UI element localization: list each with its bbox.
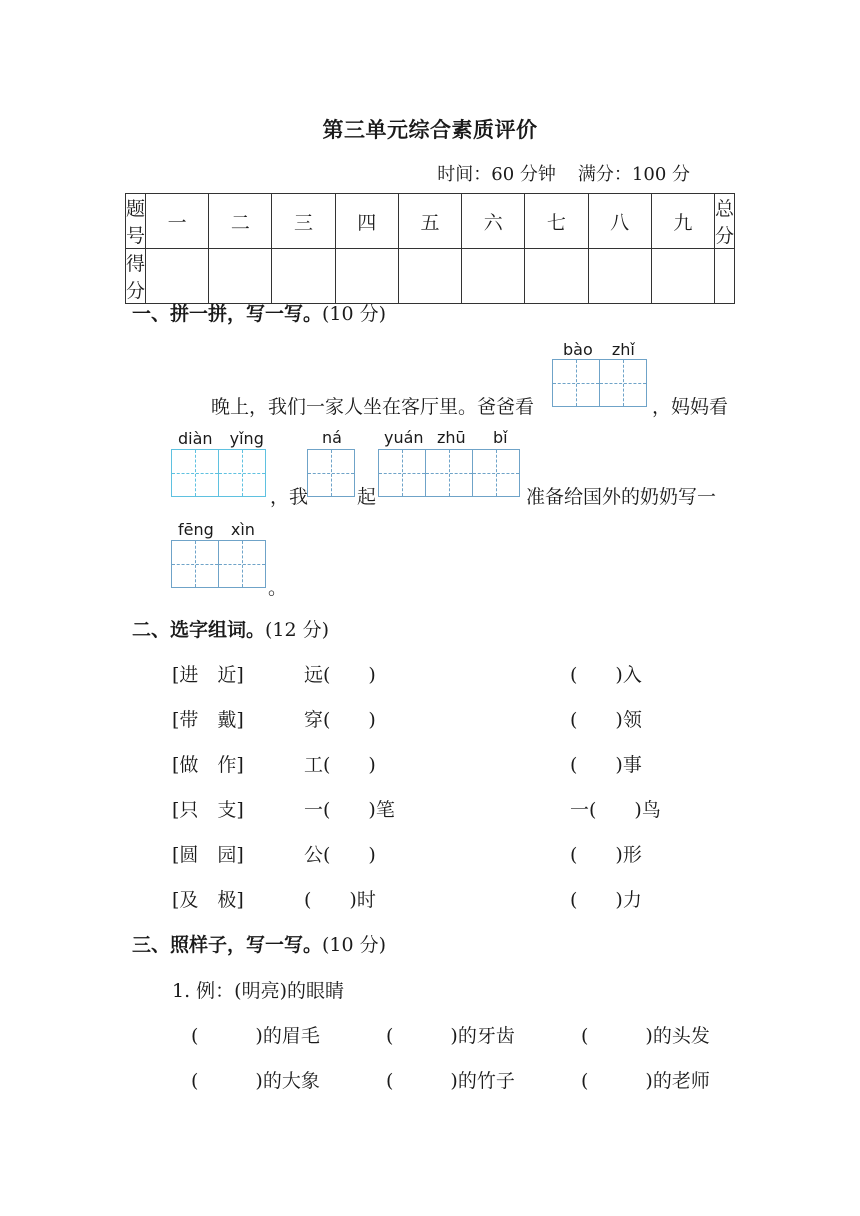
word-blank[interactable]: ( )时 <box>304 889 376 911</box>
word-blank[interactable]: 远( ) <box>304 664 376 686</box>
pair-label: [只 支] <box>172 799 244 821</box>
score-table-header-row <box>126 194 735 249</box>
example-line: 1. 例：(明亮)的眼睛 <box>172 980 344 1002</box>
header-cell: 九 <box>651 194 714 249</box>
passage-line1-end: ，妈妈看 <box>652 396 729 418</box>
score-table <box>125 193 735 304</box>
header-cell: 一 <box>146 194 209 249</box>
time-limit: 时间：60 分钟 <box>437 164 556 185</box>
score-cell[interactable] <box>462 249 525 304</box>
header-cell: 总分 <box>714 194 734 249</box>
score-cell[interactable] <box>272 249 335 304</box>
score-cell[interactable] <box>209 249 272 304</box>
word-blank[interactable]: 工( ) <box>304 754 376 776</box>
score-cell[interactable] <box>146 249 209 304</box>
section1-points: (10 分) <box>322 303 387 325</box>
row-label: 得分 <box>126 249 146 304</box>
page-title: 第三单元综合素质评价 <box>322 118 538 142</box>
passage-line3-end: 。 <box>268 577 288 599</box>
section2-points: (12 分) <box>265 619 330 641</box>
score-cell[interactable] <box>398 249 461 304</box>
exam-meta <box>437 160 690 186</box>
section1-title: 一、拼一拼，写一写。 <box>132 303 323 325</box>
write-cell[interactable] <box>378 449 426 497</box>
header-cell: 六 <box>462 194 525 249</box>
write-cell[interactable] <box>218 449 266 497</box>
pinyin-zhu: zhū <box>437 428 466 447</box>
pair-label: [进 近] <box>172 664 244 686</box>
write-cell[interactable] <box>425 449 473 497</box>
section3-points: (10 分) <box>322 934 387 956</box>
phrase-blank[interactable]: ( )的牙齿 <box>386 1025 515 1047</box>
write-grid-dianying[interactable] <box>171 449 266 497</box>
phrase-blank[interactable]: ( )的眉毛 <box>191 1025 320 1047</box>
write-grid-na[interactable] <box>307 449 355 497</box>
write-grid-fengxin[interactable] <box>171 540 266 588</box>
pinyin-fengxin: fēng xìn <box>178 520 255 539</box>
word-blank[interactable]: 穿( ) <box>304 709 376 731</box>
header-cell: 四 <box>335 194 398 249</box>
word-blank[interactable]: 公( ) <box>304 844 376 866</box>
header-cell: 二 <box>209 194 272 249</box>
write-cell[interactable] <box>307 449 355 497</box>
phrase-blank[interactable]: ( )的头发 <box>581 1025 710 1047</box>
write-cell[interactable] <box>218 540 266 588</box>
write-grid-baozhi[interactable] <box>552 359 647 407</box>
word-blank[interactable]: ( )入 <box>570 664 642 686</box>
phrase-blank[interactable]: ( )的老师 <box>581 1070 710 1092</box>
pinyin-dianying: diàn yǐng <box>178 429 264 448</box>
section2-heading <box>132 615 329 642</box>
score-cell[interactable] <box>525 249 588 304</box>
passage-line2-a: ，我 <box>270 486 309 508</box>
word-blank[interactable]: 一( )笔 <box>304 799 395 821</box>
section1-heading <box>132 299 386 326</box>
section2-title: 二、选字组词。 <box>132 619 266 641</box>
section3-heading <box>132 930 386 957</box>
pinyin-bi: bǐ <box>493 428 508 447</box>
passage-line1: 晚上，我们一家人坐在客厅里。爸爸看 <box>211 396 535 418</box>
score-cell[interactable] <box>335 249 398 304</box>
pinyin-na: ná <box>322 428 342 447</box>
score-cell[interactable] <box>651 249 714 304</box>
word-blank[interactable]: ( )事 <box>570 754 642 776</box>
header-cell: 三 <box>272 194 335 249</box>
passage-line2-b: 起 <box>357 486 377 508</box>
word-blank[interactable]: ( )领 <box>570 709 642 731</box>
write-cell[interactable] <box>599 359 647 407</box>
pair-label: [及 极] <box>172 889 244 911</box>
write-cell[interactable] <box>472 449 520 497</box>
pinyin-baozhi: bào zhǐ <box>563 340 635 359</box>
section3-title: 三、照样子，写一写。 <box>132 934 323 956</box>
word-blank[interactable]: ( )力 <box>570 889 642 911</box>
word-blank[interactable]: ( )形 <box>570 844 642 866</box>
score-cell[interactable] <box>588 249 651 304</box>
passage-line2-c: 准备给国外的奶奶写一 <box>526 486 717 508</box>
phrase-blank[interactable]: ( )的大象 <box>191 1070 320 1092</box>
score-cell[interactable] <box>714 249 734 304</box>
pinyin-yuan: yuán <box>384 428 424 447</box>
header-cell: 七 <box>525 194 588 249</box>
score-table-score-row <box>126 249 735 304</box>
write-grid-yuanzhubi[interactable] <box>378 449 520 497</box>
pair-label: [带 戴] <box>172 709 244 731</box>
pair-label: [圆 园] <box>172 844 244 866</box>
header-cell: 五 <box>398 194 461 249</box>
pair-label: [做 作] <box>172 754 244 776</box>
write-cell[interactable] <box>171 449 219 497</box>
write-cell[interactable] <box>171 540 219 588</box>
header-cell: 八 <box>588 194 651 249</box>
phrase-blank[interactable]: ( )的竹子 <box>386 1070 515 1092</box>
write-cell[interactable] <box>552 359 600 407</box>
full-score: 满分：100 分 <box>577 164 690 185</box>
word-blank[interactable]: 一( )鸟 <box>570 799 661 821</box>
header-cell: 题号 <box>126 194 146 249</box>
